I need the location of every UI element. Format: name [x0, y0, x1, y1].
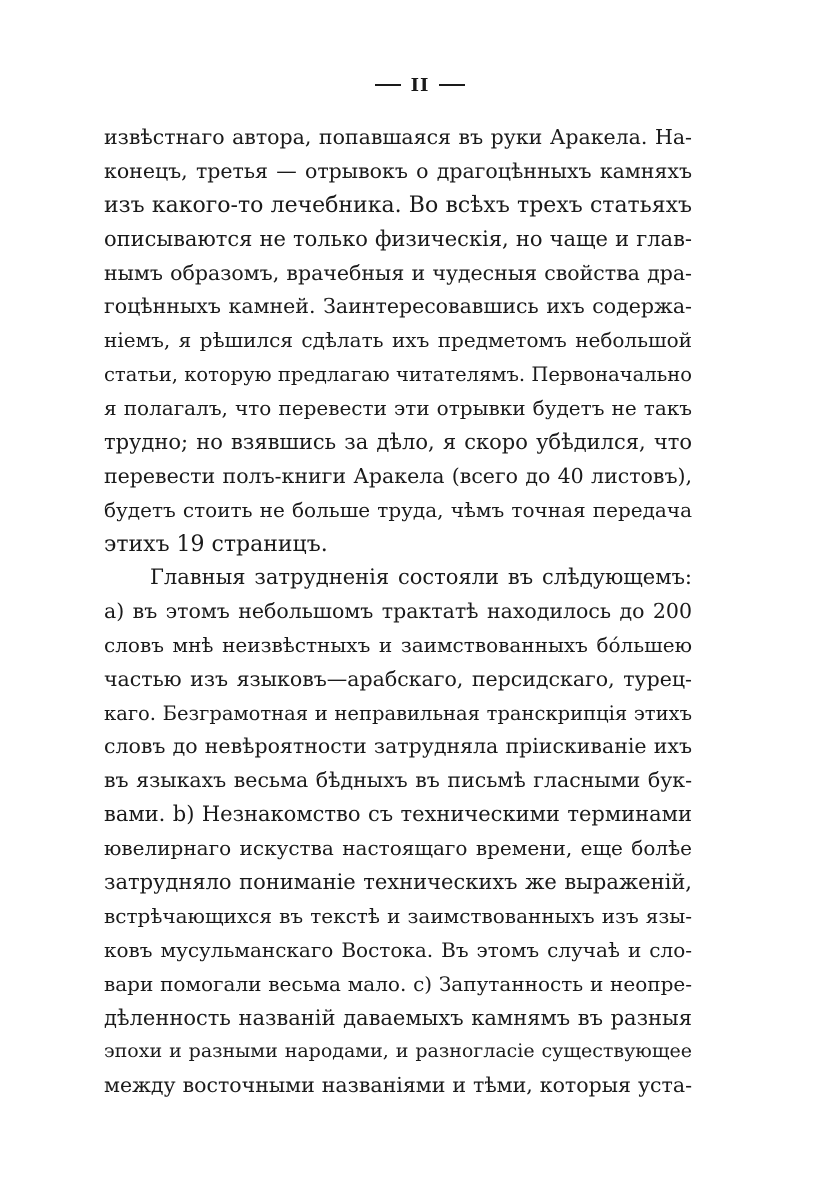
- right-rule: [439, 84, 465, 86]
- text-line: извѣстнаго автора, попавшаяся въ руки Аракела. На-: [104, 125, 692, 149]
- text-line: гоцѣнныхъ камней. Заинтересовавшись ихъ содержа-: [104, 294, 692, 319]
- text-line: ніемъ, я рѣшился сдѣлать ихъ предметомъ небольшой: [104, 328, 692, 353]
- text-line: конецъ, третья — отрывокъ о драгоцѣнныхъ камняхъ: [104, 158, 692, 183]
- text-line: будетъ стоить не больше труда, чѣмъ точная передача: [104, 497, 692, 522]
- text-line: перевести полъ-книги Аракела (всего до 40 листовъ),: [104, 463, 692, 488]
- text-line: трудно; но взявшись за дѣло, я скоро убѣдился, что: [104, 430, 692, 455]
- page-number: II: [410, 74, 430, 96]
- text-line: дѣленность названій даваемыхъ камнямъ въ разныя: [104, 1005, 692, 1030]
- text-line: Главныя затрудненія состояли въ слѣдующемъ:: [150, 565, 692, 589]
- text-line: ковъ мусульманскаго Востока. Въ этомъ случаѣ и сло-: [104, 937, 692, 962]
- text-line: частью изъ языковъ—арабскаго, персидскаго, турец-: [104, 666, 692, 691]
- text-line: вари помогали весьма мало. с) Запутанность и неопре-: [104, 971, 692, 996]
- text-line: я полагалъ, что перевести эти отрывки будетъ не такъ: [104, 396, 692, 421]
- text-line: описываются не только физическія, но чаще и глав-: [104, 226, 692, 251]
- text-line: а) въ этомъ небольшомъ трактатѣ находилось до 200: [104, 598, 692, 623]
- text-line: затрудняло пониманіе техническихъ же выраженій,: [104, 870, 692, 895]
- text-line: въ языкахъ весьма бѣдныхъ въ письмѣ гласными бук-: [104, 768, 692, 793]
- running-head: [0, 70, 840, 100]
- text-line: этихъ 19 страницъ.: [104, 531, 328, 557]
- text-line: ювелирнаго искуства настоящаго времени, еще болѣе: [104, 836, 692, 861]
- paragraph-2: [104, 561, 692, 1103]
- text-line: изъ какого-то лечебника. Во всѣхъ трехъ статьяхъ: [104, 192, 692, 218]
- text-line: нымъ образомъ, врачебныя и чудесныя свойства дра-: [104, 260, 692, 285]
- text-line: статьи, которую предлагаю читателямъ. Первоначально: [104, 363, 692, 387]
- text-line: вами. b) Незнакомство съ техническими терминами: [104, 802, 692, 827]
- left-rule: [375, 84, 401, 86]
- paragraph-1: [104, 121, 692, 562]
- text-line: словъ мнѣ неизвѣстныхъ и заимствованныхъ бо́льшею: [104, 632, 692, 657]
- text-line: эпохи и разными народами, и разногласіе существующее: [104, 1040, 692, 1063]
- text-line: встрѣчающихся въ текстѣ и заимствованныхъ изъ язы-: [104, 903, 692, 928]
- text-line: между восточными названіями и тѣми, которыя уста-: [104, 1073, 692, 1098]
- text-line: каго. Безграмотная и неправильная транскрипція этихъ: [104, 701, 692, 725]
- text-line: словъ до невѣроятности затрудняла пріискиваніе ихъ: [104, 734, 692, 759]
